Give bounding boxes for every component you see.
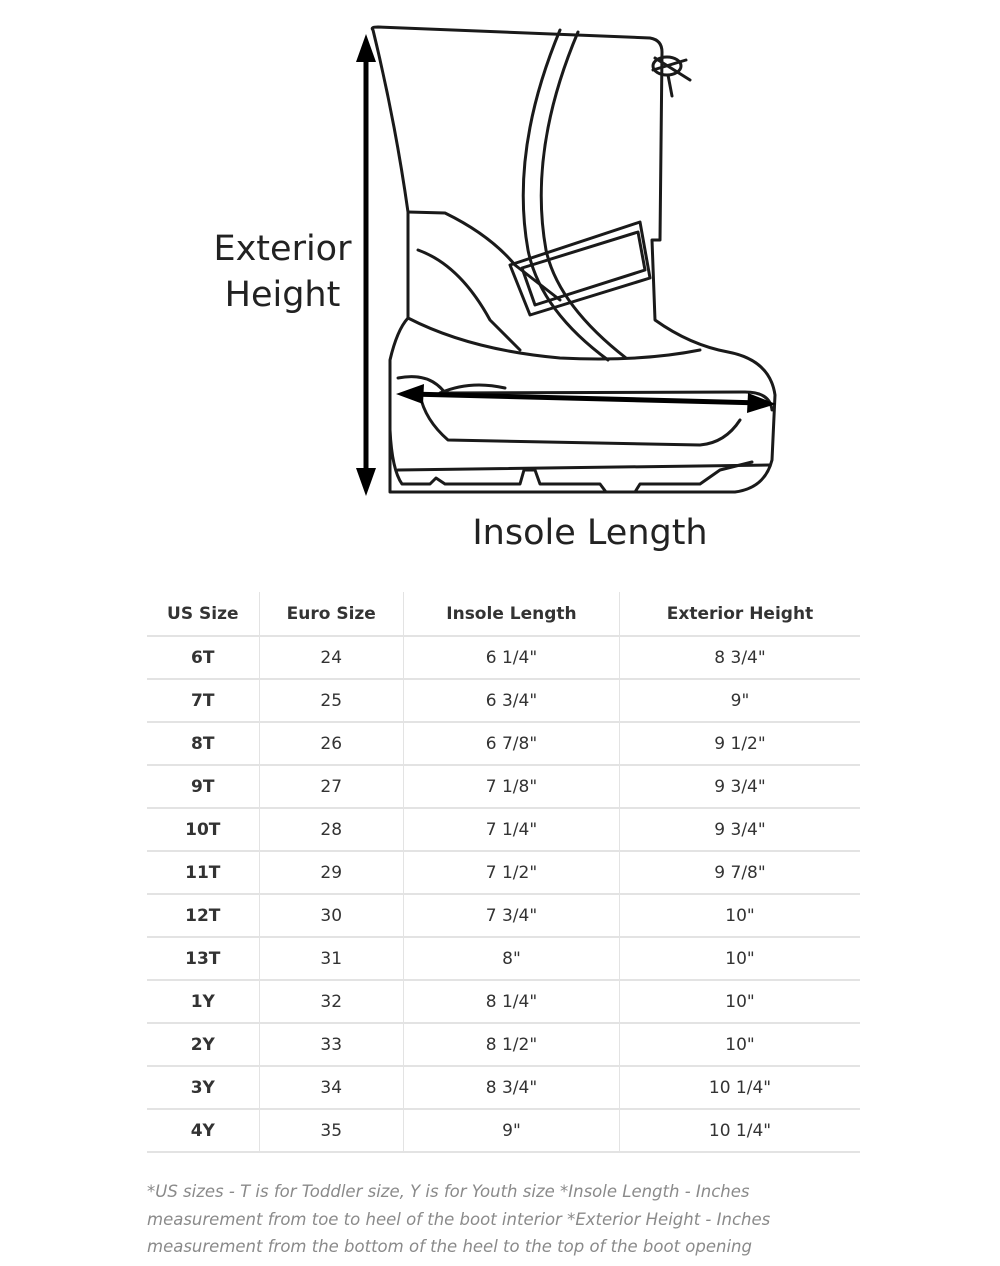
cell-euro-size: 25: [259, 679, 403, 722]
cell-exterior-height: 10": [620, 894, 861, 937]
cell-euro-size: 26: [259, 722, 403, 765]
cell-exterior-height: 10 1/4": [620, 1109, 861, 1152]
cell-exterior-height: 10": [620, 937, 861, 980]
cell-euro-size: 35: [259, 1109, 403, 1152]
exterior-height-label: [205, 226, 360, 318]
cell-us-size: 1Y: [147, 980, 259, 1023]
cell-exterior-height: 9 7/8": [620, 851, 861, 894]
cell-euro-size: 27: [259, 765, 403, 808]
table-row: [147, 1023, 860, 1066]
table-row: [147, 894, 860, 937]
cell-us-size: 2Y: [147, 1023, 259, 1066]
cell-insole-length: 7 3/4": [403, 894, 619, 937]
cell-euro-size: 33: [259, 1023, 403, 1066]
exterior-label-line2: Height: [224, 275, 341, 315]
cell-us-size: 3Y: [147, 1066, 259, 1109]
table-row: [147, 851, 860, 894]
cell-euro-size: 32: [259, 980, 403, 1023]
table-header-row: [147, 592, 860, 636]
header-us-size: US Size: [147, 592, 259, 636]
cell-exterior-height: 9 3/4": [620, 765, 861, 808]
table-row: [147, 1066, 860, 1109]
cell-exterior-height: 10": [620, 980, 861, 1023]
cell-us-size: 8T: [147, 722, 259, 765]
cell-insole-length: 8 1/4": [403, 980, 619, 1023]
table-row: [147, 722, 860, 765]
cell-insole-length: 7 1/4": [403, 808, 619, 851]
cell-euro-size: 31: [259, 937, 403, 980]
cell-euro-size: 29: [259, 851, 403, 894]
cell-exterior-height: 10": [620, 1023, 861, 1066]
cell-us-size: 7T: [147, 679, 259, 722]
table-row: [147, 765, 860, 808]
header-insole-length: Insole Length: [403, 592, 619, 636]
cell-us-size: 13T: [147, 937, 259, 980]
table-row: [147, 679, 860, 722]
header-exterior-height: Exterior Height: [620, 592, 861, 636]
cell-us-size: 12T: [147, 894, 259, 937]
cell-euro-size: 34: [259, 1066, 403, 1109]
cell-insole-length: 8 3/4": [403, 1066, 619, 1109]
cell-insole-length: 6 7/8": [403, 722, 619, 765]
table-row: [147, 808, 860, 851]
cell-us-size: 9T: [147, 765, 259, 808]
cell-exterior-height: 9 1/2": [620, 722, 861, 765]
cell-insole-length: 7 1/8": [403, 765, 619, 808]
table-row: [147, 636, 860, 679]
table-row: [147, 937, 860, 980]
cell-exterior-height: 10 1/4": [620, 1066, 861, 1109]
table-row: [147, 1109, 860, 1152]
boot-diagram: [0, 0, 1000, 575]
cell-exterior-height: 9": [620, 679, 861, 722]
table-row: [147, 980, 860, 1023]
cell-us-size: 6T: [147, 636, 259, 679]
size-chart-table: [147, 592, 860, 1153]
cell-us-size: 10T: [147, 808, 259, 851]
table-body: [147, 636, 860, 1152]
insole-length-label: Insole Length: [472, 513, 708, 553]
footnote: *US sizes - T is for Toddler size, Y is for Youth size *Insole Length - Inches measurement from toe to heel of the boot interior *Exterior Height - Inches measurement from the bottom of the heel to the top of the boot opening: [147, 1182, 771, 1256]
cell-insole-length: 9": [403, 1109, 619, 1152]
cell-insole-length: 7 1/2": [403, 851, 619, 894]
cell-us-size: 4Y: [147, 1109, 259, 1152]
cell-insole-length: 6 3/4": [403, 679, 619, 722]
cell-euro-size: 24: [259, 636, 403, 679]
cell-euro-size: 28: [259, 808, 403, 851]
cell-insole-length: 8": [403, 937, 619, 980]
cell-insole-length: 8 1/2": [403, 1023, 619, 1066]
cell-euro-size: 30: [259, 894, 403, 937]
exterior-label-line1: Exterior: [213, 229, 352, 269]
cell-us-size: 11T: [147, 851, 259, 894]
cell-exterior-height: 9 3/4": [620, 808, 861, 851]
cell-exterior-height: 8 3/4": [620, 636, 861, 679]
boot-sole: [390, 430, 752, 492]
cell-insole-length: 6 1/4": [403, 636, 619, 679]
header-euro-size: Euro Size: [259, 592, 403, 636]
